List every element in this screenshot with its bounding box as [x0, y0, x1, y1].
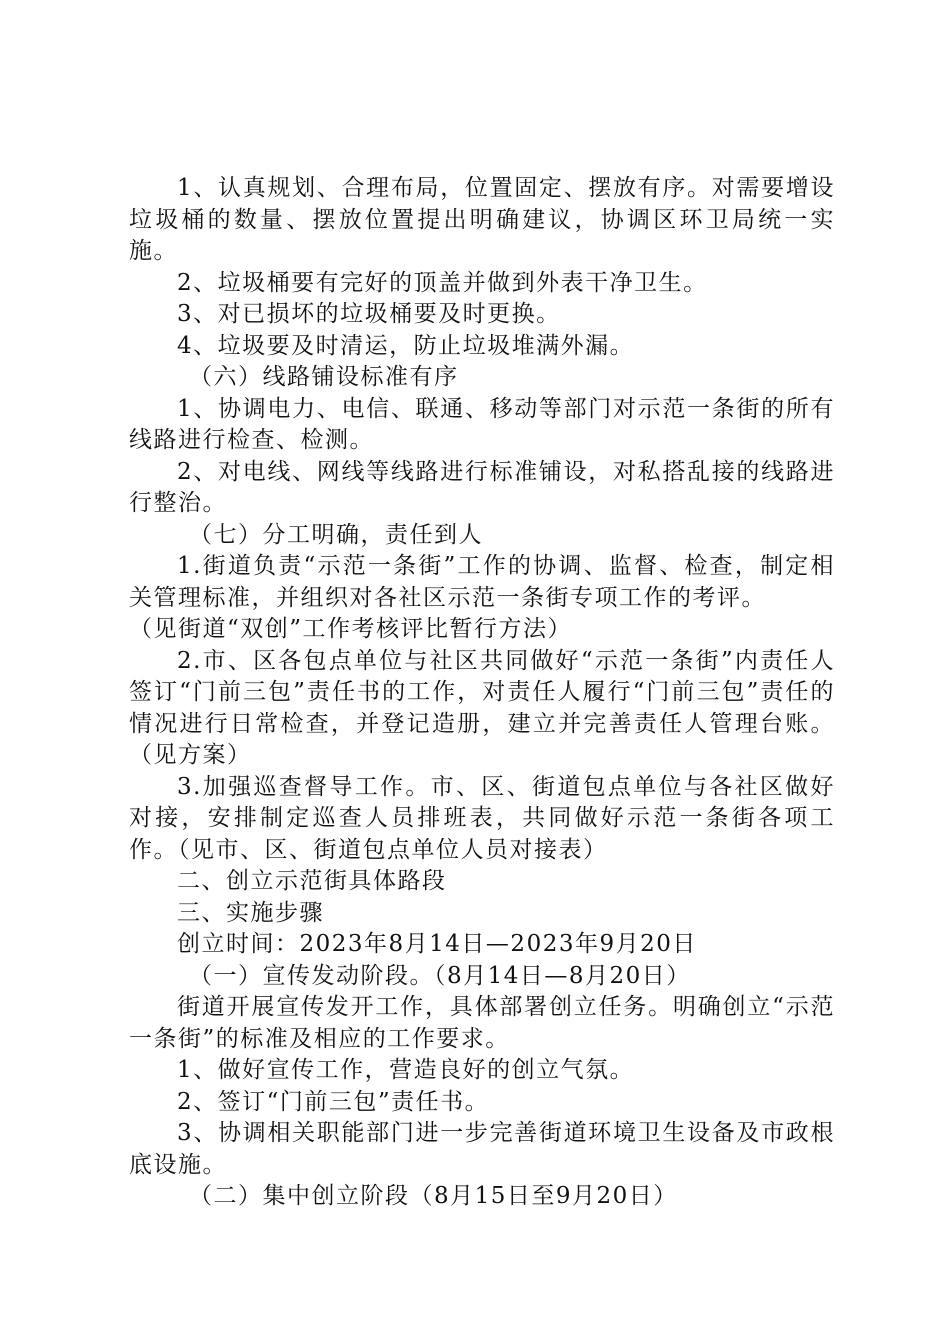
paragraph: 2、签订“门前三包”责任书。 [177, 1088, 490, 1115]
paragraph: 1.街道负责“示范一条街”工作的协调、监督、检查，制定相关管理标准，并组织对各社区示范一条街专项工作的考评。 [129, 553, 835, 611]
paragraph: 4、垃圾要及时清运，防止垃圾堆满外漏。 [177, 332, 635, 359]
section-heading: 二、创立示范街具体路段 [177, 868, 447, 894]
paragraph: 3、协调相关职能部门进一步完善街道环境卫生设备及市政根底设施。 [129, 1120, 835, 1178]
document-body [129, 173, 835, 1213]
section-heading: （一）宣传发动阶段。（8月14日—8月20日） [189, 962, 691, 989]
paragraph: 创立时间：2023年8月14日—2023年9月20日 [177, 931, 697, 957]
paragraph: 3、对已损坏的垃圾桶要及时更换。 [177, 301, 561, 327]
paragraph: 3.加强巡查督导工作。市、区、街道包点单位与各社区做好对接，安排制定巡查人员排班表，共同做好示范一条街各项工作。（见市、区、街道包点单位人员对接表） [129, 773, 835, 863]
section-heading: 三、实施步骤 [177, 899, 324, 926]
section-heading: （六）线路铺设标准有序 [189, 364, 459, 390]
paragraph: （见街道“双创”工作考核评比暂行方法） [129, 616, 573, 642]
paragraph: 2、对电线、网线等线路进行标准铺设，对私搭乱接的线路进行整治。 [129, 458, 835, 516]
paragraph: 街道开展宣传发开工作，具体部署创立任务。明确创立“示范一条街”的标准及相应的工作要求。 [129, 994, 835, 1052]
paragraph: 1、认真规划、合理布局，位置固定、摆放有序。对需要增设垃圾桶的数量、摆放位置提出明确建议，协调区环卫局统一实施。 [129, 175, 835, 264]
section-heading: （二）集中创立阶段（8月15日至9月20日） [189, 1183, 678, 1209]
paragraph: 2、垃圾桶要有完好的顶盖并做到外表干净卫生。 [177, 269, 708, 296]
section-heading: （七）分工明确，责任到人 [189, 521, 483, 548]
paragraph: 1、协调电力、电信、联通、移动等部门对示范一条街的所有线路进行检查、检测。 [129, 395, 835, 453]
paragraph: 1、做好宣传工作，营造良好的创立气氛。 [177, 1057, 635, 1083]
paragraph: 2.市、区各包点单位与社区共同做好“示范一条街”内责任人签订“门前三包”责任书的工作，对责任人履行“门前三包”责任的情况进行日常检查，并登记造册，建立并完善责任人管理台账。（见方案） [129, 647, 835, 768]
